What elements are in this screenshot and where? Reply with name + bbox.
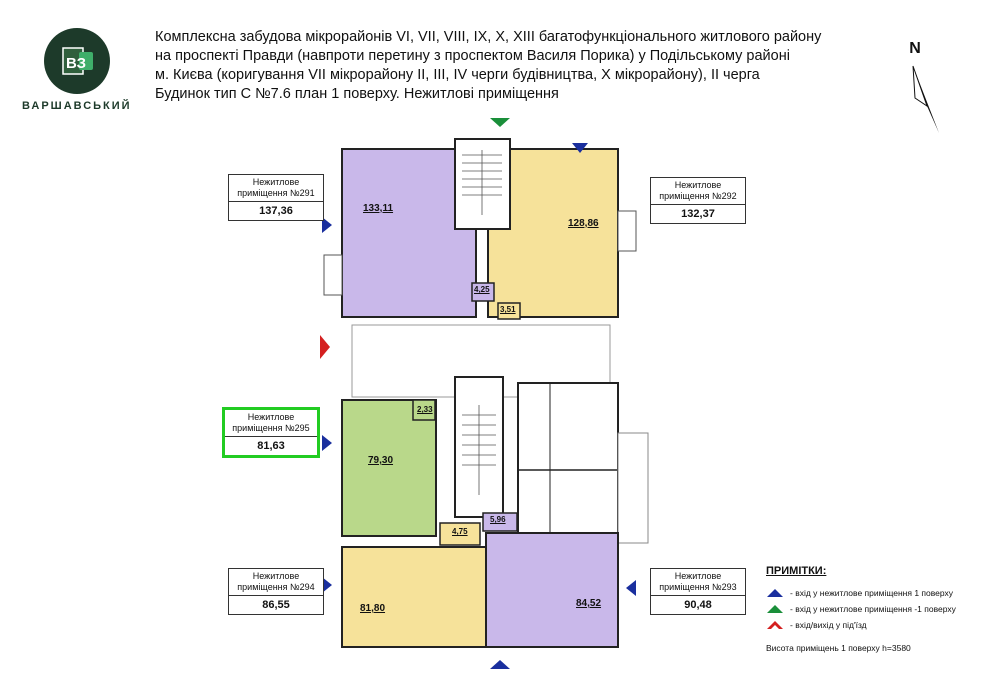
residential-flat [518, 383, 618, 551]
premises-area: 90,48 [684, 599, 712, 611]
entrance-293-icon [626, 580, 636, 596]
entrance-basement-icon [490, 118, 510, 127]
balcony-left [324, 255, 342, 295]
logo-brand: ВАРШАВСЬКИЙ [22, 100, 132, 112]
balcony-right [618, 211, 636, 251]
green-triangle-icon [766, 604, 784, 614]
premises-area: 137,36 [259, 205, 293, 217]
room-area-small4: 4,75 [452, 527, 468, 536]
premises-label: Нежитлове приміщення №293 [651, 569, 745, 596]
premises-area: 81,63 [257, 440, 285, 452]
legend-text: - вхід у нежитлове приміщення 1 поверху [790, 588, 954, 598]
stair-core-top [455, 139, 510, 229]
legend-item-entrance-basement [766, 604, 956, 614]
premises-card-292 [650, 177, 746, 224]
title-line: Комплексна забудова мікрорайонів VI, VII, VIII, IX, X, XIII багатофункціонального житлового району [155, 29, 822, 45]
title-line: м. Києва (коригування VII мікрорайону II, III, IV черги будівництва, X мікрорайону), II черга [155, 67, 760, 83]
unit-294-area [342, 547, 486, 647]
premises-label: Нежитлове приміщення №295 [225, 410, 317, 437]
title-line: на проспекті Правди (навпроти перетину з проспектом Василя Порика) у Подільському районі [155, 48, 790, 64]
blue-triangle-icon [766, 588, 784, 598]
page-title [155, 28, 915, 104]
premises-card-293 [650, 568, 746, 615]
legend-item-stair-entrance [766, 620, 867, 630]
north-arrow [905, 40, 945, 143]
residential-balcony [618, 433, 648, 543]
room-area-293: 84,52 [576, 598, 602, 609]
logo-circle [44, 28, 110, 94]
premises-area: 132,37 [681, 208, 715, 220]
premises-label: Нежитлове приміщення №291 [229, 175, 323, 202]
title-line: Будинок тип С №7.6 план 1 поверху. Нежитлові приміщення [155, 86, 559, 102]
entrance-295-icon [322, 435, 332, 451]
red-chevron-icon [766, 620, 784, 630]
room-area-small3: 2,33 [417, 405, 433, 414]
premises-label: Нежитлове приміщення №294 [229, 569, 323, 596]
entrance-bottom-icon [490, 660, 510, 669]
room-area-294: 81,80 [360, 603, 386, 614]
north-arrow-icon [905, 58, 945, 138]
floor-plan [300, 115, 660, 675]
unit-293-area [486, 533, 618, 647]
room-area-291: 133,11 [363, 203, 394, 214]
premises-area: 86,55 [262, 599, 290, 611]
premises-label: Нежитлове приміщення №292 [651, 178, 745, 205]
legend-item-entrance-1st [766, 588, 953, 598]
north-label: N [909, 40, 921, 57]
premises-card-294 [228, 568, 324, 615]
room-area-295: 79,30 [368, 455, 394, 466]
stair-entrance-icon [320, 335, 330, 359]
height-note: Висота приміщень 1 поверху h=3580 [766, 643, 911, 653]
logo-letters: ВЗ [66, 55, 87, 72]
room-area-small1: 4,25 [474, 285, 490, 294]
legend-text: - вхід/вихід у під'їзд [790, 620, 867, 630]
legend-text: - вхід у нежитлове приміщення -1 поверху [790, 604, 956, 614]
room-area-292: 128,86 [568, 218, 599, 229]
legend-title: ПРИМІТКИ: [766, 565, 827, 577]
room-area-small5: 5,96 [490, 515, 506, 524]
premises-card-295 [222, 407, 320, 458]
room-area-small2: 3,51 [500, 305, 516, 314]
premises-card-291 [228, 174, 324, 221]
